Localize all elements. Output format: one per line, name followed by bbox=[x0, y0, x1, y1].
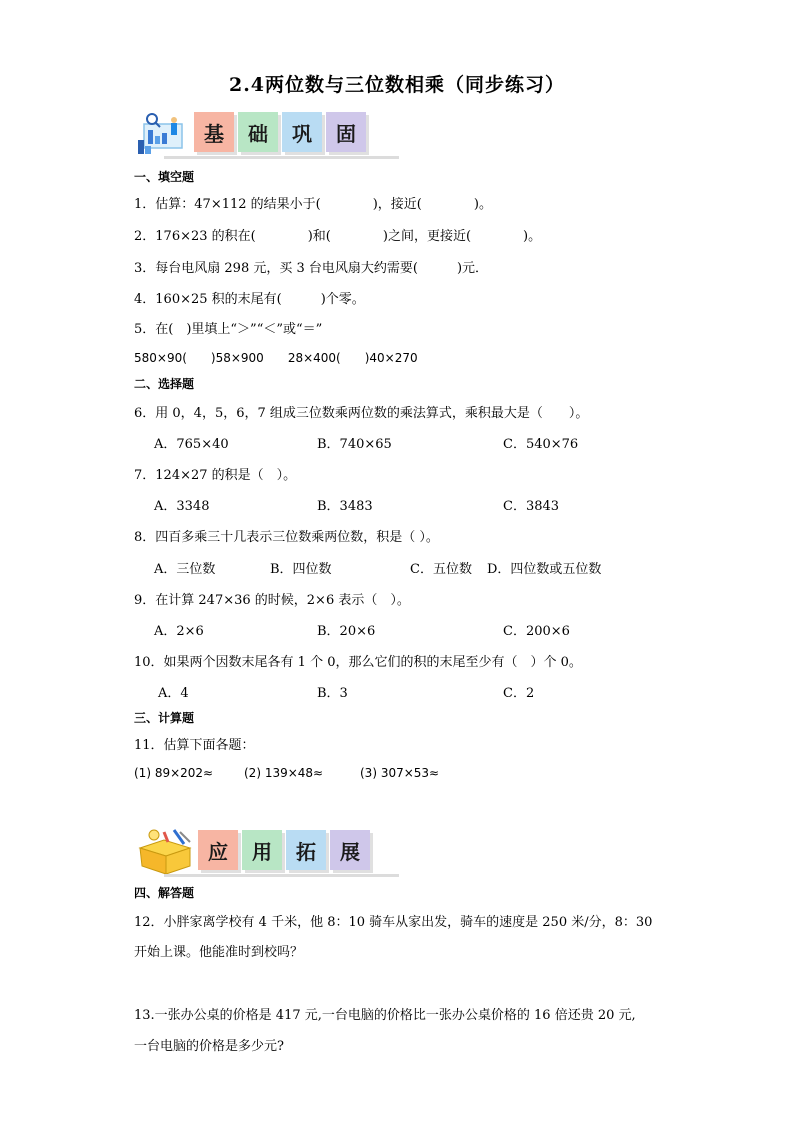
section-heading-choice: 二、选择题 bbox=[134, 377, 195, 391]
question-9: 9．在计算 247×36 的时候，2×6 表示（ ）。 bbox=[134, 593, 410, 608]
question-1: 1．估算：47×112 的结果小于( )，接近( )。 bbox=[134, 197, 492, 212]
q11-item-1: (1) 89×202≈ bbox=[134, 766, 214, 780]
q8-option-a: A．三位数 bbox=[154, 562, 216, 577]
presentation-icon bbox=[134, 110, 190, 160]
q7-option-c: C．3843 bbox=[503, 499, 560, 514]
q7-option-b: B．3483 bbox=[317, 499, 373, 514]
q7-option-a: A．3348 bbox=[154, 499, 210, 514]
question-5: 5．在( )里填上“＞”“＜”或“＝” bbox=[134, 322, 323, 337]
banner2-divider bbox=[164, 874, 399, 877]
question-8: 8．四百多乘三十几表示三位数乘两位数，积是（ ）。 bbox=[134, 530, 439, 545]
q8-option-b: B．四位数 bbox=[270, 562, 332, 577]
question-12-line-2: 开始上课。他能准时到校吗？ bbox=[134, 945, 304, 960]
banner-tile-3: 巩 bbox=[282, 112, 322, 152]
banner2-tile-3: 拓 bbox=[286, 830, 326, 870]
question-12-line-1: 12．小胖家离学校有 4 千米，他 8：10 骑车从家出发，骑车的速度是 250 米/分，8：30 bbox=[134, 915, 653, 930]
q8-option-d: D．四位数或五位数 bbox=[487, 562, 602, 577]
banner2-tile-1: 应 bbox=[198, 830, 238, 870]
banner2-tile-4: 展 bbox=[330, 830, 370, 870]
q6-option-a: A．765×40 bbox=[154, 437, 229, 452]
q10-option-b: B．3 bbox=[317, 686, 348, 701]
banner-tile-1: 基 bbox=[194, 112, 234, 152]
banner-application bbox=[134, 826, 394, 878]
section-heading-calc: 三、计算题 bbox=[134, 711, 195, 725]
section-heading-fill: 一、填空题 bbox=[134, 170, 195, 184]
q11-item-3: (3) 307×53≈ bbox=[360, 766, 440, 780]
page-title: 2.4两位数与三位数相乘（同步练习） bbox=[228, 74, 566, 96]
q10-option-a: A．4 bbox=[158, 686, 189, 701]
q9-option-a: A．2×6 bbox=[154, 624, 204, 639]
question-4: 4．160×25 积的末尾有( )个零。 bbox=[134, 292, 365, 307]
q9-option-b: B．20×6 bbox=[317, 624, 376, 639]
question-6: 6．用 0，4，5，6，7 组成三位数乘两位数的乘法算式，乘积最大是（ ）。 bbox=[134, 406, 589, 421]
banner2-tile-2: 用 bbox=[242, 830, 282, 870]
q10-option-c: C．2 bbox=[503, 686, 535, 701]
banner-divider bbox=[164, 156, 399, 159]
banner-tile-4: 固 bbox=[326, 112, 366, 152]
q9-option-c: C．200×6 bbox=[503, 624, 570, 639]
q8-option-c: C．五位数 bbox=[410, 562, 472, 577]
q11-item-2: (2) 139×48≈ bbox=[244, 766, 324, 780]
section-heading-solve: 四、解答题 bbox=[134, 886, 195, 900]
question-5-items: 580×90( )58×900 28×400( )40×270 bbox=[134, 351, 418, 365]
question-10: 10．如果两个因数末尾各有 1 个 0，那么它们的积的末尾至少有（ ）个 0。 bbox=[134, 655, 582, 670]
banner-tile-2: 础 bbox=[238, 112, 278, 152]
question-3: 3．每台电风扇 298 元，买 3 台电风扇大约需要( )元． bbox=[134, 261, 489, 276]
question-2: 2．176×23 的积在( )和( )之间，更接近( )。 bbox=[134, 229, 542, 244]
toolbox-icon bbox=[134, 828, 196, 880]
q6-option-b: B．740×65 bbox=[317, 437, 392, 452]
question-13-line-2: 一台电脑的价格是多少元? bbox=[134, 1039, 284, 1054]
question-7: 7．124×27 的积是（ ）。 bbox=[134, 468, 297, 483]
question-11: 11．估算下面各题： bbox=[134, 738, 255, 753]
q6-option-c: C．540×76 bbox=[503, 437, 579, 452]
question-13-line-1: 13.一张办公桌的价格是 417 元,一台电脑的价格比一张办公桌价格的 16 倍还贵 20 元, bbox=[134, 1008, 636, 1023]
banner-basic bbox=[134, 108, 384, 158]
